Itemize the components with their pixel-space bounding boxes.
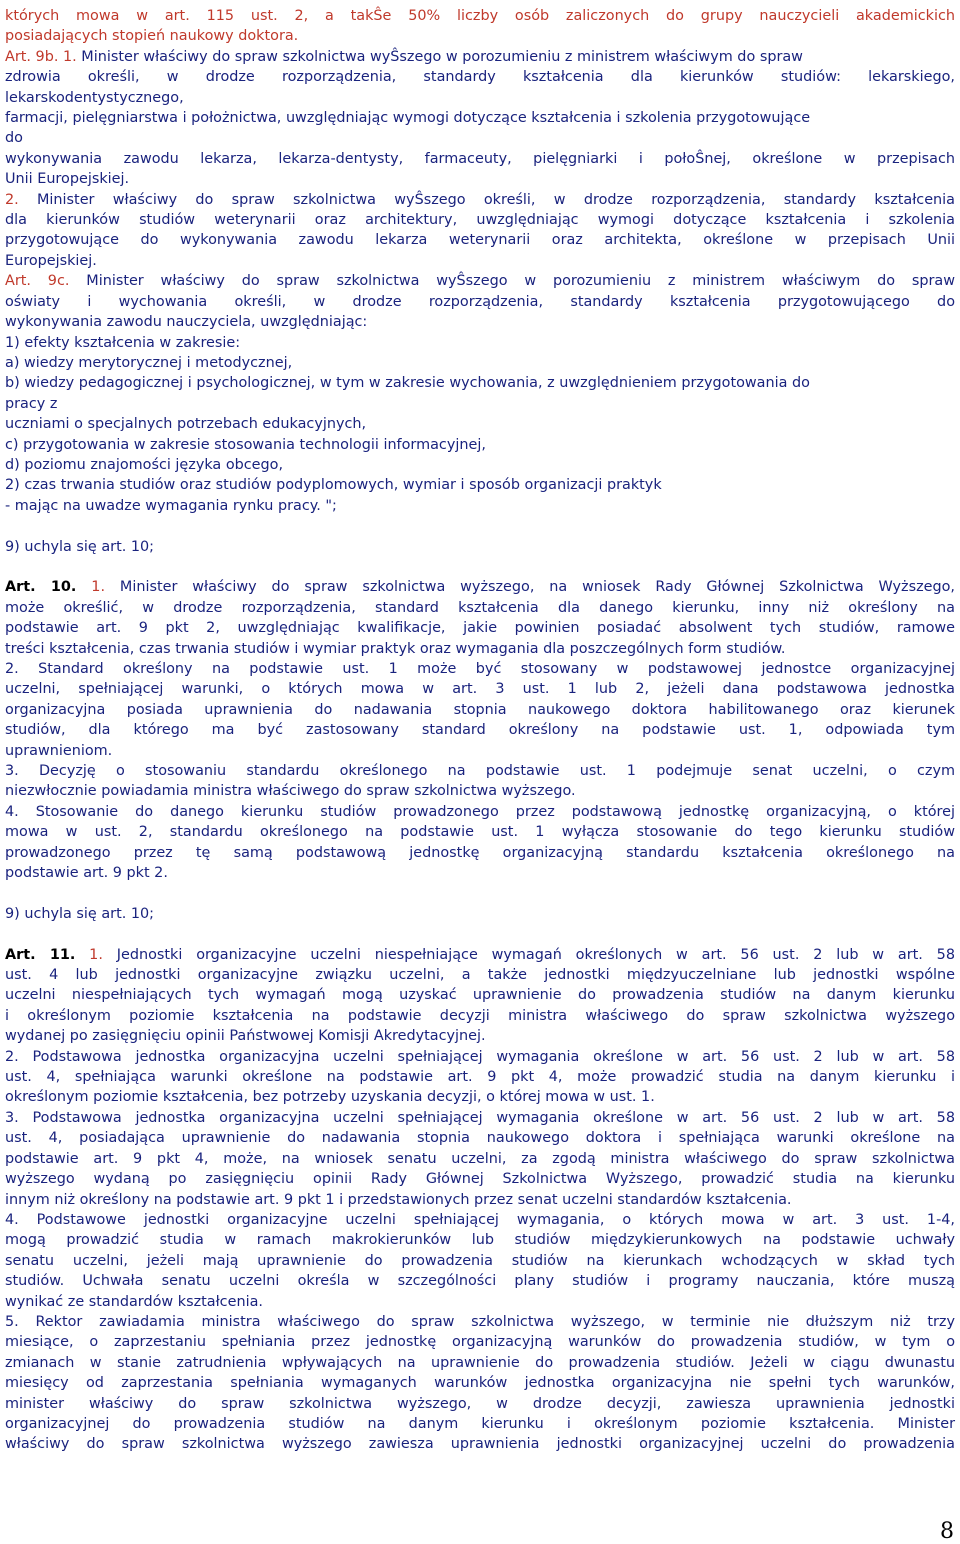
text-line: prowadzonego przez tę samą podstawową jednostkę organizacyjną standardu kształcenia określonego na [5, 844, 955, 861]
text-line: podstawie art. 9 pkt 2. [5, 865, 168, 882]
text-line: 4. Podstawowe jednostki organizacyjne uczelni spełniającej wymagania, o których mowa w art. 3 ust. 1-4, [5, 1211, 955, 1228]
text-line: 5. Rektor zawiadamia ministra właściwego do spraw szkolnictwa wyższego, w terminie nie dłuższym niż trzy [5, 1313, 955, 1330]
text-line: innym niż określony na podstawie art. 9 pkt 1 i przedstawionych przez senat uczelni standardów kształcenia. [5, 1191, 792, 1208]
text-line: organizacyjna posiada uprawnienia do nadawania stopnia naukowego doktora habilitowanego oraz kierunek [5, 701, 955, 718]
repeal-note: 9) uchyla się art. 10; [5, 538, 155, 555]
text-line: przygotowujące do wykonywania zawodu lekarza weterynarii oraz architekta, określone w przepisach Unii [5, 232, 955, 249]
text-line: do [5, 130, 23, 147]
paragraph-number: 1. [76, 579, 106, 596]
text-span: Jednostki organizacyjne uczelni niespełniające wymagań określonych w art. 56 ust. 2 lub w art. 58 [102, 946, 955, 963]
text-line: wynikać ze standardów kształcenia. [5, 1293, 263, 1310]
text-line: 2) czas trwania studiów oraz studiów podyplomowych, wymiar i sposób organizacji praktyk [5, 477, 662, 494]
text-line: treści kształcenia, czas trwania studiów i wymiar praktyk oraz wymagania dla poszczególnych form studiów. [5, 640, 786, 657]
text-line: wyższego wydaną po zasięgnięciu opinii Rady Głównej Szkolnictwa Wyższego, prowadzić studia na kierunku [5, 1171, 955, 1188]
text-line: i określonym poziomie kształcenia na podstawie decyzji ministra właściwego do spraw szkolnictwa wyższego [5, 1007, 955, 1024]
text-span: Minister właściwy do spraw szkolnictwa wyższego, na wniosek Rady Głównej Szkolnictwa Wyższego, [105, 579, 955, 596]
text-line: ust. 4, spełniająca warunki określone na podstawie art. 9 pkt 4, może prowadzić studia na danym kierunku i [5, 1069, 955, 1086]
text-line: senatu uczelni, jeżeli mają uprawnienie do prowadzenia studiów na kierunkach wchodzących w skład tych [5, 1252, 955, 1269]
text-line: określonym poziomie kształcenia, bez potrzeby uzyskania decyzji, o której mowa w ust. 1. [5, 1089, 655, 1106]
text-line: miesiące, o zaprzestaniu spełniania przez jednostkę organizacyjną warunków do prowadzenia studiów, w tym o [5, 1334, 955, 1351]
text-line: 2. Podstawowa jednostka organizacyjna uczelni spełniającej wymagania określone w art. 56 ust. 2 lub w art. 58 [5, 1048, 955, 1065]
text-line [5, 271, 955, 291]
text-line: zdrowia określi, w drodze rozporządzenia, standardy kształcenia dla kierunków studiów: lekarskiego, [5, 69, 955, 86]
text-line: dla kierunków studiów weterynarii oraz architektury, uwzględniając wymogi dotyczące kształcenia i szkolenia [5, 212, 955, 229]
repeal-note: 9) uchyla się art. 10; [5, 905, 155, 922]
text-line [5, 190, 955, 210]
text-line: wydanej po zasięgnięciu opinii Państwowej Komisji Akredytacyjnej. [5, 1028, 486, 1045]
text-line [5, 945, 955, 965]
text-line: d) poziomu znajomości języka obcego, [5, 456, 284, 473]
text-line: 4. Stosowanie do danego kierunku studiów prowadzonego przez podstawową jednostkę organizacyjną, o której [5, 803, 955, 820]
text-line: pracy z [5, 395, 58, 412]
article-label-11: Art. 11. [5, 946, 76, 963]
paragraph-number: 1. [75, 946, 103, 963]
text-line: 3. Podstawowa jednostka organizacyjna uczelni spełniającej wymagania określone w art. 56 ust. 2 lub w art. 58 [5, 1109, 955, 1126]
text-line: a) wiedzy merytorycznej i metodycznej, [5, 354, 293, 371]
text-line: 3. Decyzję o stosowaniu standardu określonego na podstawie ust. 1 podejmuje senat uczelni, o czym [5, 763, 955, 779]
article-label-10: Art. 10. [5, 579, 77, 596]
article-label-9b: Art. 9b. 1. [5, 48, 77, 65]
text-line: lekarskodentystycznego, [5, 89, 184, 106]
text-line [5, 47, 955, 67]
text-line: wykonywania zawodu lekarza, lekarza-dentysty, farmaceuty, pielęgniarki i połoŜnej, określone w przepisach [5, 150, 955, 167]
text-line: mogą prowadzić studia w ramach makrokierunków lub studiów międzykierunkowych na podstawie uchwały [5, 1232, 955, 1249]
text-line: Europejskiej. [5, 252, 97, 269]
text-line: 2. Standard określony na podstawie ust. 1 może być stosowany w podstawowej jednostce organizacyjnej [5, 660, 955, 677]
text-line: organizacyjnej do prowadzenia studiów na danym kierunku i określonym poziomie kształcenia. Minister [5, 1415, 955, 1432]
text-line: uprawnieniom. [5, 742, 113, 759]
text-line: podstawie art. 9 pkt 4, może, na wniosek senatu uczelni, za zgodą ministra właściwego do spraw szkolnictwa [5, 1150, 955, 1167]
text-line: b) wiedzy pedagogicznej i psychologicznej, w tym w zakresie wychowania, z uwzględnieniem przygotowania do [5, 375, 810, 392]
page-number: 8 [940, 1519, 954, 1544]
text-line: farmacji, pielęgniarstwa i położnictwa, uwzględniając wymogi dotyczące kształcenia i szkolenia przygotowujące [5, 110, 811, 127]
text-line: ust. 4 lub jednostki organizacyjne związku uczelni, a także jednostki międzyuczelniane lub jednostki wspólne [5, 967, 955, 984]
text-line: posiadających stopień naukowy doktora. [5, 28, 299, 45]
text-line: podstawie art. 9 pkt 2, uwzględniając kwalifikacje, jakie powinien posiadać absolwent tych studiów, ramowe [5, 620, 955, 637]
article-10 [5, 577, 955, 924]
text-line: minister właściwy do spraw szkolnictwa wyższego, w drodze decyzji, zawiesza uprawnienia jednostki [5, 1395, 955, 1412]
text-line: uczelni niespełniających tych wymagań mogą uzyskać uprawnienie do prowadzenia studiów na danym kierunku [5, 987, 955, 1004]
text-span: Minister właściwy do spraw szkolnictwa wyŜszego w porozumieniu z ministrem właściwym do spraw [69, 273, 955, 290]
text-line: może określić, w drodze rozporządzenia, standard kształcenia dla danego kierunku, inny niż określony na [5, 599, 955, 616]
text-line: - mając na uwadze wymagania rynku pracy. "; [5, 497, 337, 514]
text-line: oświaty i wychowania określi, w drodze rozporządzenia, standardy kształcenia przygotowującego do [5, 293, 955, 310]
text-line: uczniami o specjalnych potrzebach edukacyjnych, [5, 416, 367, 433]
text-line: c) przygotowania w zakresie stosowania technologii informacyjnej, [5, 436, 486, 453]
text-line: uczelni, spełniającej warunki, o których mowa w art. 3 ust. 1 lub 2, jeżeli dana podstawowa jednostka [5, 681, 955, 698]
text-line: miesięcy od zaprzestania spełniania wymaganych warunków jednostka organizacyjna nie spełni tych warunków, [5, 1375, 955, 1392]
text-line: których mowa w art. 115 ust. 2, a takŜe 50% liczby osób zaliczonych do grupy nauczycieli akademickich [5, 8, 955, 24]
text-line: właściwy do spraw szkolnictwa wyższego zawiesza uprawnienia jednostki organizacyjnej uczelni do prowadzenia [5, 1436, 955, 1453]
text-line: studiów, dla którego ma być zastosowany standard określony na podstawie ust. 1, odpowiada tym [5, 722, 955, 739]
text-line: studiów. Uchwała senatu uczelni określa w szczególności plany studiów i programy nauczania, które muszą [5, 1273, 955, 1290]
article-11 [5, 945, 955, 1455]
text-line: 1) efekty kształcenia w zakresie: [5, 334, 241, 351]
document-page [5, 6, 955, 1455]
text-line: ust. 4, posiadająca uprawnienie do nadawania stopnia naukowego doktora i spełniająca warunki określone na [5, 1130, 955, 1147]
text-span: Minister właściwy do spraw szkolnictwa wyŜszego w porozumieniu z ministrem właściwym do spraw [76, 48, 803, 65]
text-line: mowa w ust. 2, standardu określonego na podstawie ust. 1 wyłącza stosowanie do tego kierunku studiów [5, 824, 955, 841]
text-line [5, 577, 955, 597]
text-span: Minister właściwy do spraw szkolnictwa wyŜszego określi, w drodze rozporządzenia, standardy kształcenia [18, 191, 955, 208]
paragraph-number: 2. [5, 191, 19, 208]
text-line: niezwłocznie powiadamia ministra właściwego do spraw szkolnictwa wyższego. [5, 783, 576, 800]
article-label-9c: Art. 9c. [5, 273, 70, 290]
text-line: wykonywania zawodu nauczyciela, uwzględniając: [5, 314, 368, 331]
text-line: Unii Europejskiej. [5, 171, 130, 188]
text-line: zmianach w stanie zatrudnienia wpływających na uprawnienie do prowadzenia studiów. Jeżeli w ciągu dwunastu [5, 1354, 955, 1371]
red-amendment-block [5, 6, 955, 557]
